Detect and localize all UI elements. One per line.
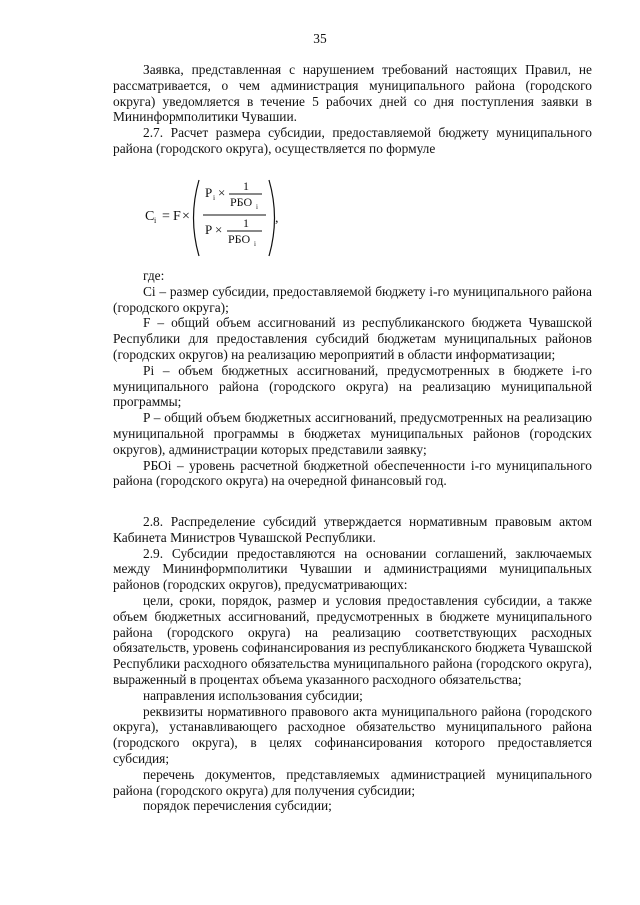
num-P-sub: i — [213, 193, 216, 202]
paragraph-2-8: 2.8. Распределение субсидий утверждается нормативным правовым актом Кабинета Министров Чувашской Республики. — [113, 514, 592, 545]
agreement-item-transfer: порядок перечисления субсидии; — [143, 798, 332, 814]
formula-equals: = — [162, 209, 170, 224]
den-P: P — [205, 222, 213, 237]
subsidy-formula — [145, 178, 325, 258]
num-times: × — [218, 185, 226, 200]
section-2-8-2-9 — [113, 514, 592, 814]
agreement-item-legal-act: реквизиты нормативного правового акта муниципального района (городского округа), устанавливающего расходное обязательство муниципального района (городского округа), в целях софинансирования которого предоставляется субсидия; — [113, 703, 592, 766]
paragraph-2-9: 2.9. Субсидии предоставляются на основании соглашений, заключаемых между Мининформполитики Чувашии и администрациями муниципальных районов (городских округов), предусматривающих: — [113, 545, 592, 593]
agreement-item-goals: цели, сроки, порядок, размер и условия предоставления субсидии, а также объем бюджетных ассигнований, предусмотренных в бюджете муниципального района (городского округа) на реализацию соответствующих расходных обязательств, уровень софинансирования из республиканского бюджета Чувашской Республики расходного обязательства муниципального района (городского округа), выраженный в процентах объема указанного расходного обязательства; — [113, 592, 592, 687]
definitions-section — [113, 268, 592, 489]
den-rbo: РБО — [228, 232, 251, 246]
formula-times-outer: × — [182, 209, 190, 224]
num-P: P — [205, 185, 213, 200]
paragraph-2-7: 2.7. Расчет размера субсидии, предоставляемой бюджету муниципального района (городского округа), осуществляется по формуле — [113, 125, 592, 156]
den-times: × — [215, 222, 223, 237]
num-rbo: РБО — [230, 195, 253, 209]
den-rbo-sub: i — [254, 240, 256, 248]
right-paren — [269, 180, 275, 256]
agreement-item-documents: перечень документов, представляемых администрацией муниципального района (городского округа) для получения субсидии; — [113, 766, 592, 798]
definition-F: F – общий объем ассигнований из республиканского бюджета Чувашской Республики для предоставления субсидий бюджетам муниципальных районов (городских округов) на реализацию мероприятий в области информатизации; — [113, 315, 592, 362]
formula-lhs: C — [145, 209, 155, 224]
formula-lhs-sub: i — [154, 216, 157, 225]
definition-RBOi: РБОi – уровень расчетной бюджетной обеспеченности i-го муниципального района (городского округа) на очередной финансовый год. — [113, 457, 592, 489]
left-paren — [194, 180, 200, 256]
formula-F: F — [173, 209, 181, 224]
paragraph-application-rejection: Заявка, представленная с нарушением требований настоящих Правил, не рассматривается, о чем администрация муниципального района (городского округа) уведомляется в течение 5 рабочих дней со дня поступления заявки в Мининформполитики Чувашии. — [113, 62, 592, 125]
den-one: 1 — [243, 216, 249, 230]
intro-section — [113, 62, 592, 157]
formula-comma: , — [275, 211, 279, 226]
agreement-item-directions: направления использования субсидии; — [143, 687, 363, 703]
num-one: 1 — [243, 179, 249, 193]
definitions-intro: где: — [143, 268, 165, 283]
definition-Pi: Pi – объем бюджетных ассигнований, предусмотренных в бюджете i-го муниципального района (городского округа) на реализацию муниципальной программы; — [113, 362, 592, 410]
page-number: 35 — [313, 31, 327, 46]
num-rbo-sub: i — [256, 203, 258, 211]
definition-P: P – общий объем бюджетных ассигнований, предусмотренных на реализацию муниципальной программы в бюджетах муниципальных районов (городских округов), администрации которых представили заявку; — [113, 410, 592, 457]
definition-Ci: Ci – размер субсидии, предоставляемой бюджету i-го муниципального района (городского округа); — [113, 283, 592, 315]
